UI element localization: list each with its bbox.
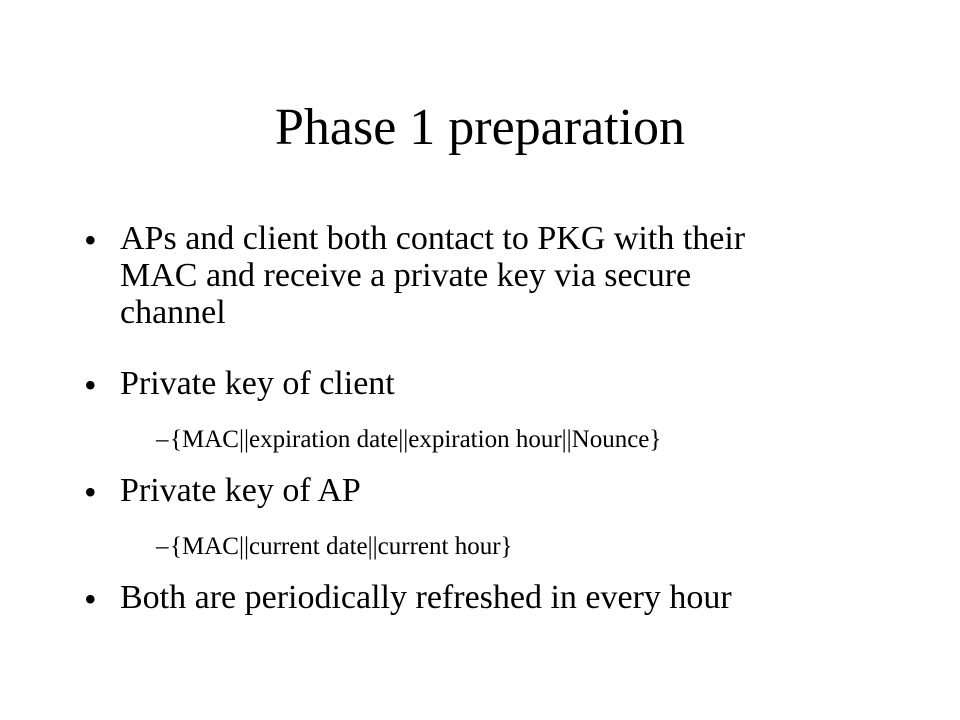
subbullet-ap-key-format: [156, 533, 916, 563]
bullet-item-refresh: [84, 581, 884, 621]
bullet-line: APs and client both contact to PKG with their: [120, 220, 746, 257]
bullet-item-client-key: [84, 367, 884, 407]
bullet-text: [120, 222, 940, 333]
bullet-item-ap-key: [84, 474, 884, 514]
bullet-marker: •: [84, 365, 97, 405]
bullet-line: Private key of AP: [120, 472, 361, 509]
subbullet-client-key-format: [156, 426, 916, 456]
bullet-line: Private key of client: [120, 365, 395, 402]
dash-marker: –: [156, 533, 169, 560]
bullet-item-access-points: [84, 222, 884, 332]
bullet-marker: •: [84, 220, 97, 260]
bullet-line: MAC and receive a private key via secure: [120, 257, 692, 294]
bullet-line: Both are periodically refreshed in every hour: [120, 579, 732, 616]
bullet-marker: •: [84, 472, 97, 512]
bullet-text: [120, 367, 940, 401]
bullet-text: [120, 581, 940, 615]
bullet-line: channel: [120, 294, 226, 331]
bullet-marker: •: [84, 579, 97, 619]
subbullet-text: {MAC||expiration date||expiration hour||Nounce}: [170, 426, 662, 453]
dash-marker: –: [156, 426, 169, 453]
slide-title: Phase 1 preparation: [274, 99, 686, 156]
bullet-text: [120, 474, 940, 508]
subbullet-text: {MAC||current date||current hour}: [170, 533, 513, 560]
